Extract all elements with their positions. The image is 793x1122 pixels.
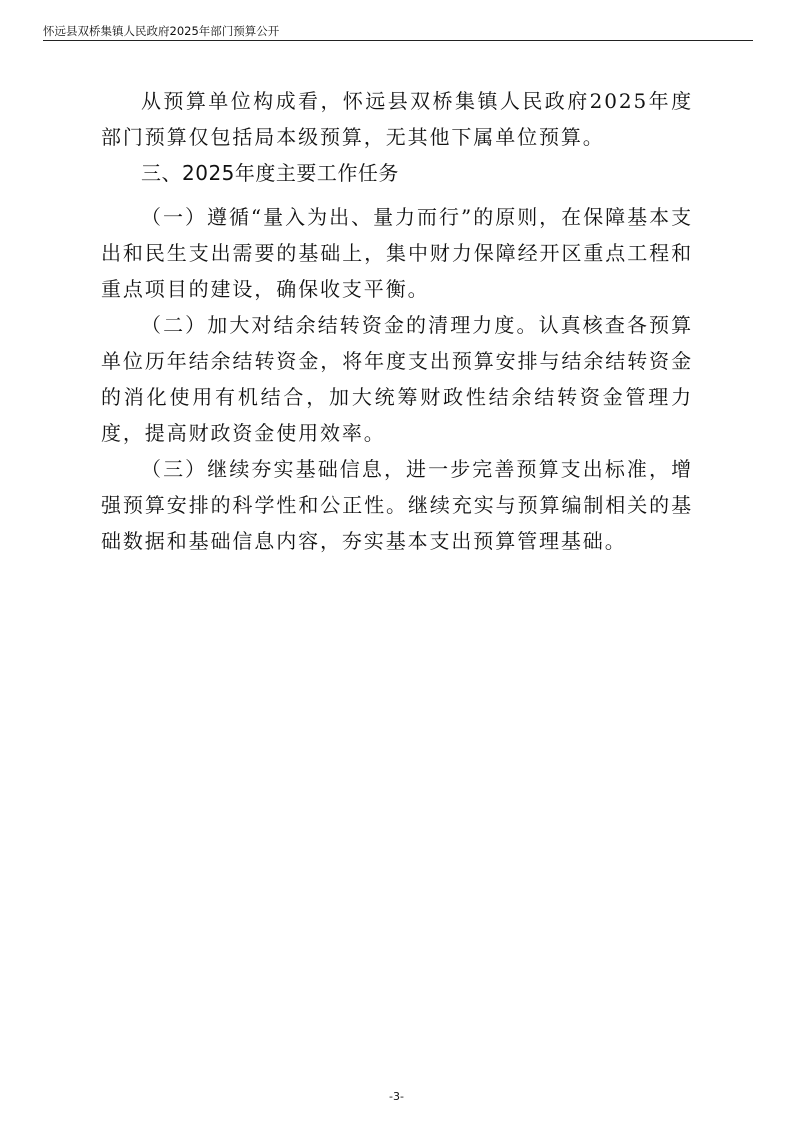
document-header: 怀远县双桥集镇人民政府2025年部门预算公开 [43, 24, 280, 38]
task-item-1: （一）遵循“量入为出、量力而行”的原则，在保障基本支出和民生支出需要的基础上，集中财力保障经开区重点工程和重点项目的建设，确保收支平衡。 [101, 205, 693, 301]
section-heading: 三、2025年度主要工作任务 [141, 161, 399, 185]
header-divider [43, 40, 753, 41]
page-number: -3- [389, 1090, 404, 1103]
document-body [101, 83, 693, 559]
task-item-3: （三）继续夯实基础信息，进一步完善预算支出标准，增强预算安排的科学性和公正性。继续充实与预算编制相关的基础数据和基础信息内容，夯实基本支出预算管理基础。 [101, 457, 693, 553]
spacer [101, 191, 693, 199]
task-item-2: （二）加大对结余结转资金的清理力度。认真核查各预算单位历年结余结转资金，将年度支出预算安排与结余结转资金的消化使用有机结合，加大统筹财政性结余结转资金管理力度，提高财政资金使用效率。 [101, 313, 693, 445]
paragraph-budget-units: 从预算单位构成看，怀远县双桥集镇人民政府2025年度部门预算仅包括局本级预算，无其他下属单位预算。 [101, 89, 693, 149]
